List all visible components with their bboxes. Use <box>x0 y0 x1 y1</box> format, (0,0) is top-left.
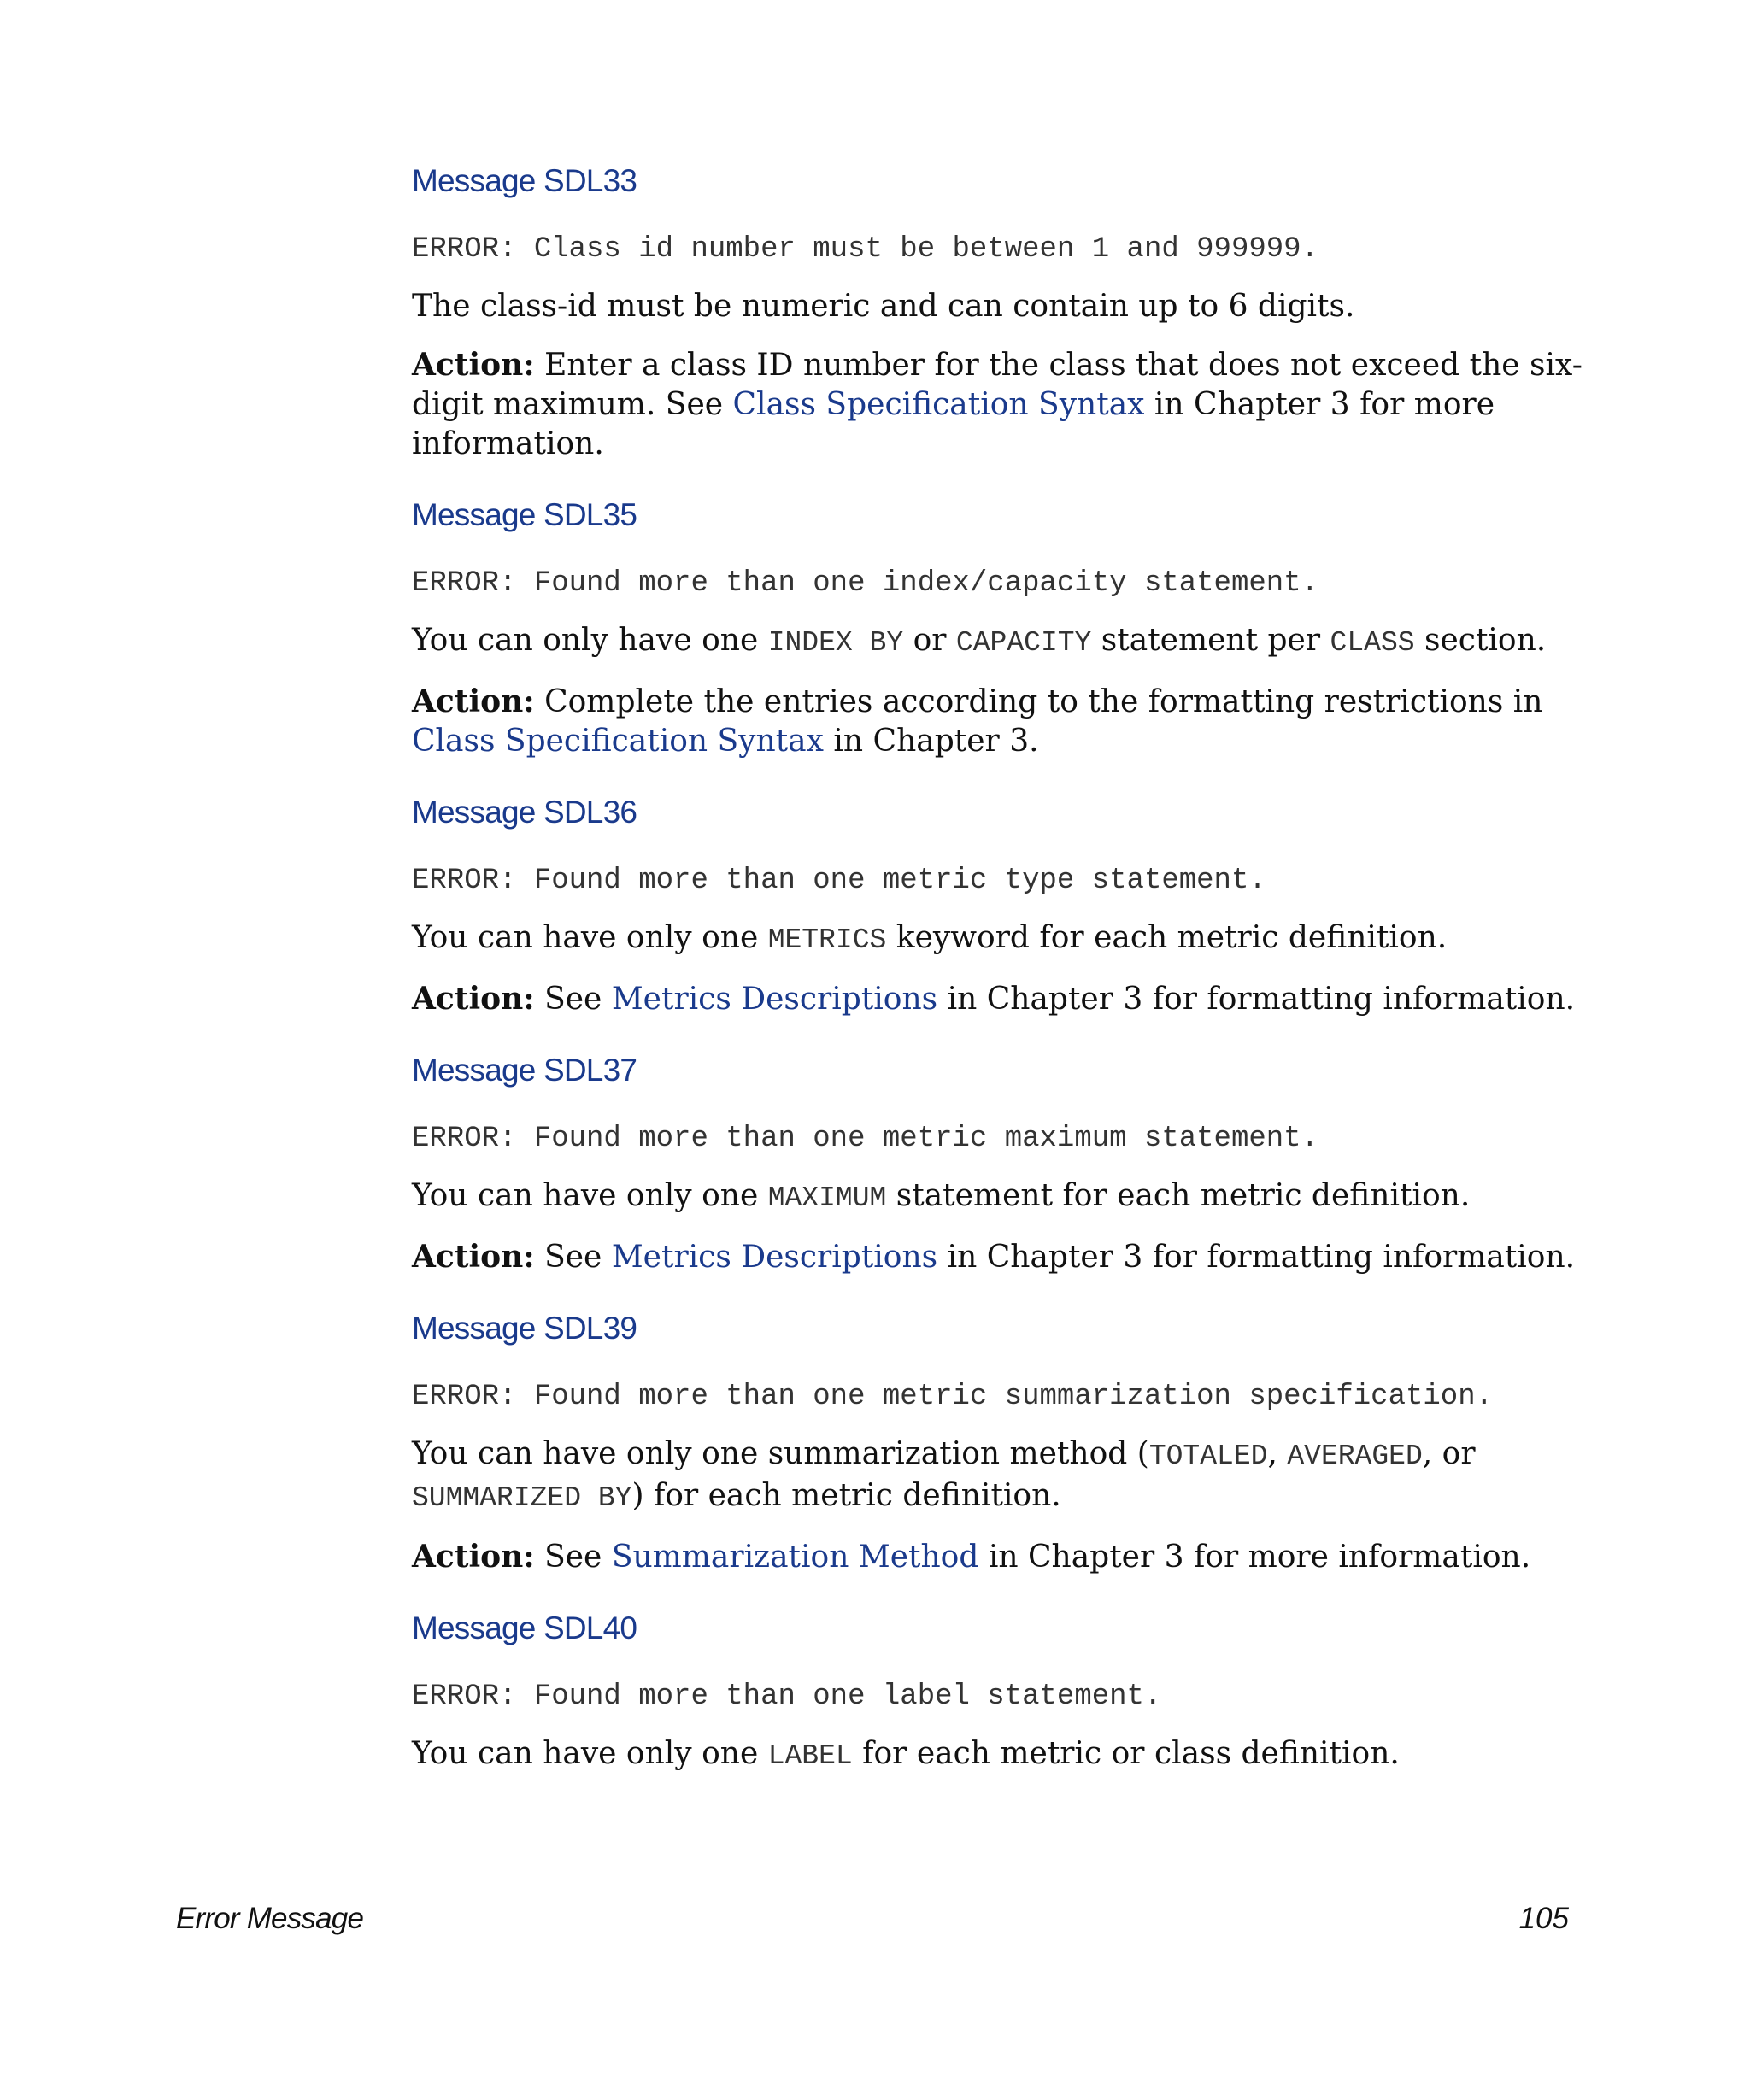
description-text: statement for each metric definition. <box>886 1178 1471 1213</box>
message-sdl36 <box>412 792 1591 1019</box>
description-text: ) for each metric definition. <box>631 1478 1061 1513</box>
page-number: 105 <box>1518 1902 1569 1935</box>
message-sdl35 <box>412 495 1591 761</box>
action-text: in Chapter 3 for more information. <box>978 1540 1531 1575</box>
link-summarization-method[interactable]: Summarization Method <box>611 1540 979 1575</box>
message-heading: Message SDL39 <box>412 1311 637 1346</box>
action-text: in Chapter 3 for formatting information. <box>937 1240 1576 1275</box>
action-paragraph <box>412 1237 1591 1277</box>
description <box>412 1176 1591 1218</box>
action-text: in Chapter 3 for more information. <box>412 387 1495 461</box>
error-text: ERROR: Found more than one metric type statement. <box>412 865 1266 897</box>
description-text: You can only have one <box>412 623 768 658</box>
action-paragraph <box>412 1537 1591 1577</box>
description-text: for each metric or class definition. <box>852 1736 1400 1771</box>
footer-section-title: Error Message <box>176 1902 364 1935</box>
action-text: Enter a class ID number for the class that does not exceed the six-digit maximum. See <box>412 348 1583 422</box>
action-paragraph <box>412 345 1591 464</box>
link-metrics-descriptions[interactable]: Metrics Descriptions <box>611 982 938 1017</box>
message-sdl37 <box>412 1050 1591 1277</box>
link-class-specification-syntax[interactable]: Class Specification Syntax <box>732 387 1145 422</box>
message-heading: Message SDL37 <box>412 1053 637 1088</box>
code-keyword: MAXIMUM <box>767 1182 887 1214</box>
code-keyword: METRICS <box>767 924 887 956</box>
action-text: in Chapter 3. <box>823 724 1039 759</box>
description-text: You can have only one summarization method ( <box>412 1436 1149 1471</box>
description-text: You can have only one <box>412 1736 768 1771</box>
code-keyword: SUMMARIZED BY <box>412 1482 632 1514</box>
description-text: You can have only one <box>412 920 768 955</box>
message-sdl33 <box>412 161 1591 464</box>
message-heading: Message SDL33 <box>412 163 637 198</box>
error-text: ERROR: Found more than one metric summarization specification. <box>412 1381 1494 1413</box>
error-text: ERROR: Found more than one label statement. <box>412 1681 1162 1713</box>
action-label: Action: <box>412 347 535 383</box>
code-keyword: LABEL <box>767 1740 853 1772</box>
description <box>412 1734 1591 1776</box>
message-heading: Message SDL36 <box>412 795 637 830</box>
action-text: in Chapter 3 for formatting information. <box>937 982 1576 1017</box>
action-text: See <box>534 1240 612 1275</box>
description-text: keyword for each metric definition. <box>886 920 1448 955</box>
error-text: ERROR: Class id number must be between 1 and 999999. <box>412 233 1318 266</box>
message-sdl40 <box>412 1608 1591 1776</box>
code-keyword: CLASS <box>1330 627 1415 659</box>
code-keyword: AVERAGED <box>1287 1440 1423 1472</box>
link-metrics-descriptions[interactable]: Metrics Descriptions <box>611 1240 938 1275</box>
code-keyword: INDEX BY <box>767 627 904 659</box>
action-text: See <box>534 1540 612 1575</box>
action-paragraph <box>412 682 1591 761</box>
description <box>412 918 1591 960</box>
description: The class-id must be numeric and can contain up to 6 digits. <box>412 289 1355 324</box>
description <box>412 621 1591 663</box>
error-text: ERROR: Found more than one index/capacity statement. <box>412 567 1318 600</box>
description-text: You can have only one <box>412 1178 768 1213</box>
code-keyword: TOTALED <box>1148 1440 1268 1472</box>
code-keyword: CAPACITY <box>955 627 1092 659</box>
message-heading: Message SDL35 <box>412 497 637 532</box>
description-text: or <box>903 623 956 658</box>
error-text: ERROR: Found more than one metric maximum statement. <box>412 1123 1318 1155</box>
action-label: Action: <box>412 683 535 719</box>
action-text: Complete the entries according to the formatting restrictions in <box>534 684 1543 719</box>
description-text: section. <box>1414 623 1547 658</box>
action-label: Action: <box>412 1239 535 1275</box>
description-text: statement per <box>1091 623 1330 658</box>
message-sdl39 <box>412 1308 1591 1577</box>
action-paragraph <box>412 979 1591 1019</box>
action-label: Action: <box>412 981 535 1017</box>
description <box>412 1434 1591 1518</box>
message-heading: Message SDL40 <box>412 1610 637 1645</box>
action-label: Action: <box>412 1539 535 1575</box>
document-body <box>412 161 1591 1807</box>
description-text: , <box>1267 1436 1288 1471</box>
action-text: See <box>534 982 612 1017</box>
link-class-specification-syntax[interactable]: Class Specification Syntax <box>412 724 824 759</box>
description-text: , or <box>1422 1436 1476 1471</box>
